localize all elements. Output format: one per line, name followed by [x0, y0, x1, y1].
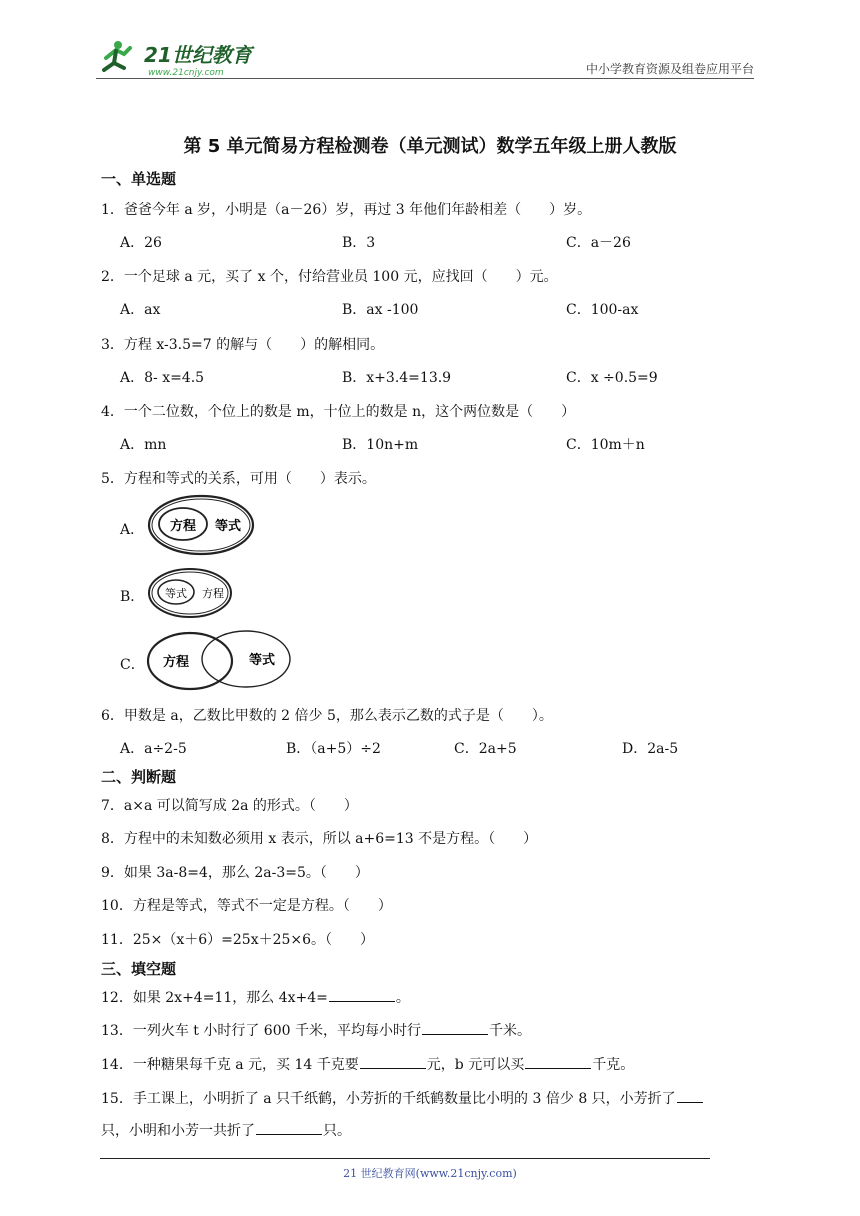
question-1: 1．爸爸今年 a 岁，小明是（a－26）岁，再过 3 年他们年龄相差（ ）岁。 — [101, 202, 592, 218]
q3-option-a: A．8- x=4.5 — [120, 370, 205, 386]
q2-option-b: B．ax -100 — [342, 302, 419, 318]
question-11: 11．25×（x＋6）=25x＋25×6。（ ） — [101, 932, 375, 948]
q5-option-c-label: C． — [120, 657, 145, 673]
q5a-outer-label: 等式 — [214, 519, 242, 534]
q12-text-a: 12．如果 2x+4=11，那么 4x+4= — [101, 990, 328, 1006]
q5-option-b-diagram — [146, 566, 236, 620]
footer-divider — [100, 1158, 710, 1159]
section-heading-fill-blank: 三、填空题 — [101, 960, 177, 978]
q6-option-d: D．2a-5 — [622, 741, 679, 757]
q15-text-b: 只，小明和小芳一共折了 — [101, 1123, 255, 1139]
question-8: 8．方程中的未知数必须用 x 表示，所以 a+6=13 不是方程。（ ） — [101, 831, 538, 847]
question-5: 5．方程和等式的关系，可用（ ）表示。 — [101, 471, 376, 487]
q1-option-b: B．3 — [342, 235, 376, 251]
q15-answer-blank-1[interactable] — [677, 1090, 703, 1103]
q14-text-a: 14．一种糖果每千克 a 元，买 14 千克要 — [101, 1057, 359, 1073]
q6-option-c: C．2a+5 — [454, 741, 517, 757]
q6-option-a: A．a÷2-5 — [120, 741, 187, 757]
q15-answer-blank-2[interactable] — [256, 1122, 322, 1135]
q4-option-b: B．10n+m — [342, 437, 419, 453]
question-15-line-2 — [101, 1120, 351, 1140]
section-heading-true-false: 二、判断题 — [101, 768, 177, 786]
question-3: 3．方程 x-3.5=7 的解与（ ）的解相同。 — [101, 337, 385, 353]
q6-option-b: B．（a+5）÷2 — [286, 741, 381, 757]
q13-text-b: 千米。 — [488, 1023, 531, 1039]
q5-option-b-label: B． — [120, 589, 145, 605]
q14-answer-blank-1[interactable] — [360, 1056, 426, 1069]
question-12 — [101, 987, 410, 1007]
q14-answer-blank-2[interactable] — [525, 1056, 591, 1069]
q15-text-a: 15．手工课上，小明折了 a 只千纸鹤，小芳折的千纸鹤数量比小明的 3 倍少 8 只，小芳折了 — [101, 1091, 676, 1107]
question-13 — [101, 1020, 531, 1040]
question-4: 4．一个二位数，个位上的数是 m，十位上的数是 n，这个两位数是（ ） — [101, 404, 576, 420]
question-7: 7．a×a 可以简写成 2a 的形式。（ ） — [101, 798, 358, 814]
logo-text: 21世纪教育 — [144, 43, 252, 67]
question-9: 9．如果 3a-8=4，那么 2a-3=5。（ ） — [101, 865, 369, 881]
question-14 — [101, 1054, 634, 1074]
q5c-left-label: 方程 — [162, 655, 190, 670]
q14-text-c: 千克。 — [592, 1057, 635, 1073]
site-logo — [96, 38, 266, 78]
section-heading-single-choice: 一、单选题 — [101, 170, 177, 188]
q4-option-c: C．10m＋n — [566, 437, 645, 453]
question-15-line-1 — [101, 1088, 704, 1108]
q1-option-c: C．a－26 — [566, 235, 631, 251]
q1-option-a: A．26 — [120, 235, 162, 251]
q5c-right-label: 等式 — [248, 653, 276, 668]
q5-option-c-diagram — [146, 630, 292, 692]
q5-option-a-label: A． — [120, 522, 145, 538]
q12-text-b: 。 — [395, 990, 410, 1006]
q5a-inner-label: 方程 — [169, 519, 197, 534]
question-10: 10．方程是等式，等式不一定是方程。（ ） — [101, 898, 392, 914]
q5b-inner-label: 等式 — [165, 587, 187, 600]
q2-option-a: A．ax — [120, 302, 161, 318]
header-divider — [96, 78, 754, 79]
q13-answer-blank[interactable] — [422, 1022, 488, 1035]
q3-option-c: C．x ÷0.5=9 — [566, 370, 658, 386]
footer-text: 21 世纪教育网(www.21cnjy.com) — [343, 1167, 517, 1180]
page-title: 第 5 单元简易方程检测卷（单元测试）数学五年级上册人教版 — [183, 136, 677, 157]
question-2: 2．一个足球 a 元，买了 x 个，付给营业员 100 元，应找回（ ）元。 — [101, 269, 558, 285]
q5-option-a-diagram — [146, 493, 256, 557]
logo-url: www.21cnjy.com — [148, 68, 224, 78]
runner-icon — [104, 41, 130, 70]
q15-text-c: 只。 — [323, 1123, 351, 1139]
q13-text-a: 13．一列火车 t 小时行了 600 千米，平均每小时行 — [101, 1023, 421, 1039]
q2-option-c: C．100-ax — [566, 302, 639, 318]
q5b-outer-label: 方程 — [202, 587, 224, 600]
q14-text-b: 元，b 元可以买 — [426, 1057, 525, 1073]
question-6: 6．甲数是 a，乙数比甲数的 2 倍少 5，那么表示乙数的式子是（ ）。 — [101, 708, 553, 724]
header-platform-text: 中小学教育资源及组卷应用平台 — [585, 62, 754, 76]
q12-answer-blank[interactable] — [329, 989, 395, 1002]
q4-option-a: A．mn — [120, 437, 167, 453]
q3-option-b: B．x+3.4=13.9 — [342, 370, 452, 386]
